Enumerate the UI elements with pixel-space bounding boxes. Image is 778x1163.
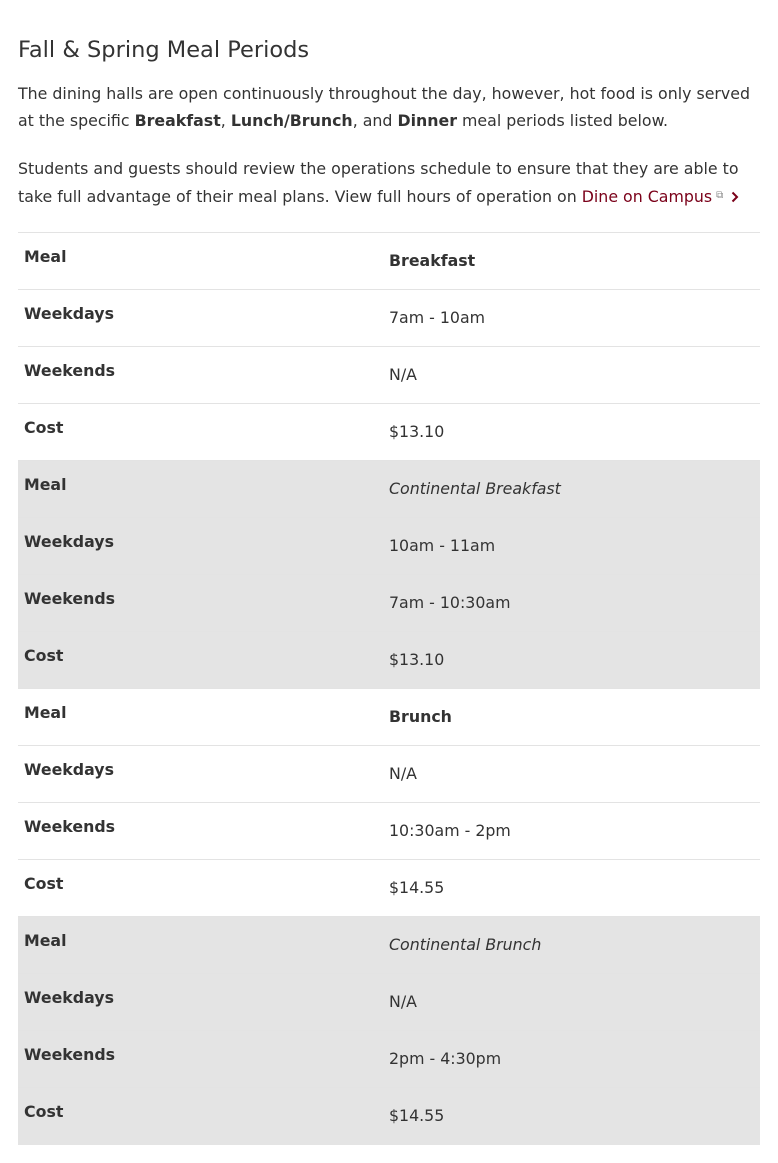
weekdays-label: Weekdays [18,518,383,575]
cost-label: Cost [18,404,383,461]
cost-label: Cost [18,1088,383,1145]
dine-on-campus-link[interactable] [582,187,740,206]
meal-cost: $13.10 [383,404,760,461]
weekends-hours: 10:30am - 2pm [383,803,760,860]
table-row [18,803,760,860]
dine-on-campus-link-label: Dine on Campus [581,187,713,206]
chevron-right-icon [731,184,739,211]
meal-group-brunch [18,689,760,917]
meal-group-breakfast [18,233,760,461]
intro1-and: , and [352,111,398,130]
weekends-hours: 2pm - 4:30pm [383,1031,760,1088]
weekdays-label: Weekdays [18,974,383,1031]
table-row [18,290,760,347]
meal-name: Breakfast [383,233,760,290]
weekends-label: Weekends [18,1031,383,1088]
weekdays-hours: 10am - 11am [383,518,760,575]
weekdays-hours: N/A [383,746,760,803]
intro1-text-1: The dining halls are open continuously throughout the day, however, hot food is only served at the specific [18,84,751,130]
weekends-hours: 7am - 10:30am [383,575,760,632]
external-link-icon: ⧉ [716,190,724,201]
meal-cost: $13.10 [383,632,760,689]
meal-label: Meal [18,917,383,974]
table-row [18,974,760,1031]
table-row [18,1088,760,1145]
cost-label: Cost [18,860,383,917]
section-title: Fall & Spring Meal Periods [18,37,310,63]
table-row [18,689,760,746]
breakfast-term: Breakfast [134,111,221,130]
table-row [18,575,760,632]
table-row [18,746,760,803]
weekdays-label: Weekdays [18,290,383,347]
dinner-term: Dinner [397,111,458,130]
meal-group-continental-breakfast [18,461,760,689]
table-row [18,461,760,518]
meal-cost: $14.55 [383,860,760,917]
weekdays-label: Weekdays [18,746,383,803]
weekends-label: Weekends [18,575,383,632]
meal-label: Meal [18,689,383,746]
table-row [18,860,760,917]
meal-name: Continental Breakfast [383,461,760,518]
meal-label: Meal [18,461,383,518]
meal-group-continental-brunch [18,917,760,1145]
lunch-brunch-term: Lunch/Brunch [230,111,353,130]
meal-name: Continental Brunch [383,917,760,974]
weekdays-hours: 7am - 10am [383,290,760,347]
meal-name: Brunch [383,689,760,746]
table-row [18,632,760,689]
table-row [18,233,760,290]
meal-label: Meal [18,233,383,290]
weekdays-hours: N/A [383,974,760,1031]
table-row [18,404,760,461]
weekends-hours: N/A [383,347,760,404]
intro2-text: Students and guests should review the operations schedule to ensure that they are able to take full advantage of their meal plans. View full hours of operation on [18,159,739,206]
meal-periods-table [18,232,760,1145]
table-row [18,917,760,974]
table-row [18,347,760,404]
weekends-label: Weekends [18,803,383,860]
cost-label: Cost [18,632,383,689]
table-row [18,518,760,575]
intro-paragraph-2 [18,155,760,211]
table-row [18,1031,760,1088]
intro1-comma: , [220,111,231,130]
intro-paragraph-1 [18,80,760,134]
intro1-text-2: meal periods listed below. [457,111,669,130]
meal-cost: $14.55 [383,1088,760,1145]
weekends-label: Weekends [18,347,383,404]
